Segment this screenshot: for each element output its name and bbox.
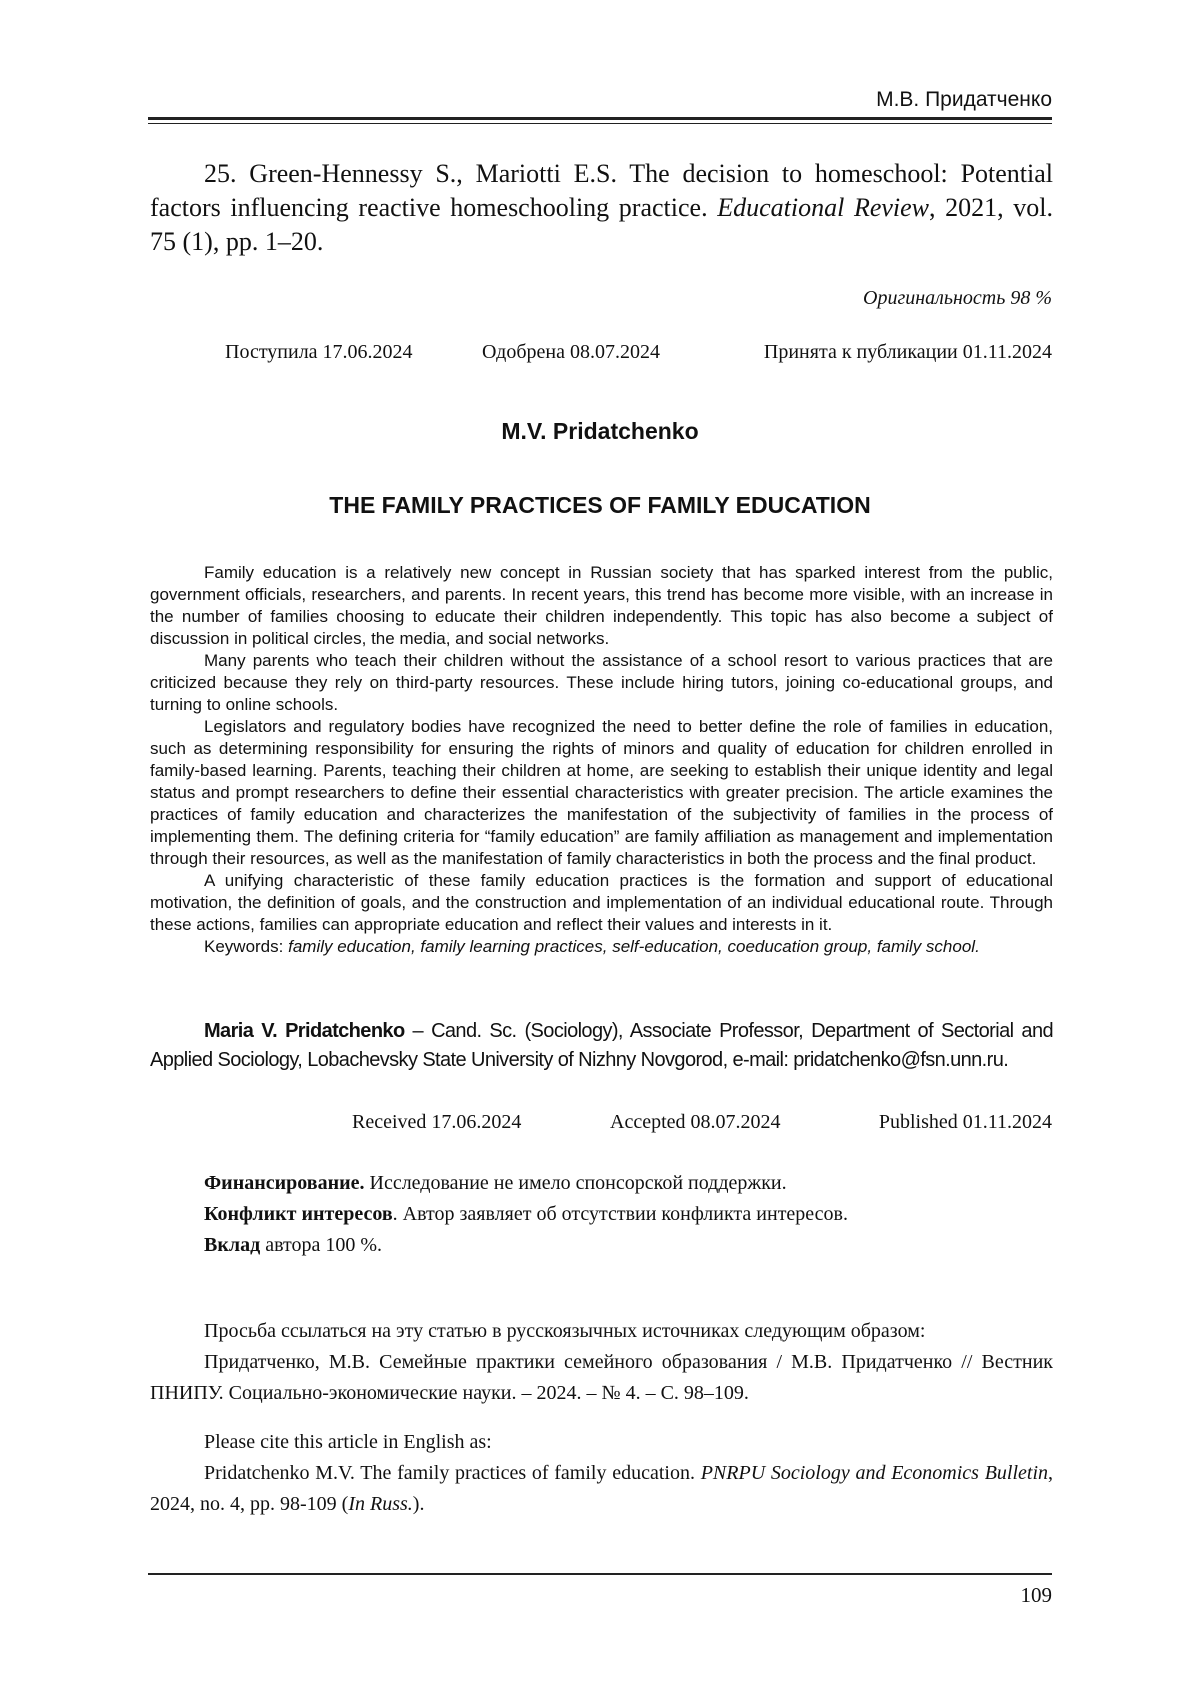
keywords	[150, 936, 1053, 958]
conflict-text: . Автор заявляет об отсутствии конфликта интересов.	[392, 1203, 849, 1225]
reference-text: Green-Hennessy S., Mariotti E.S. The decision to homeschool: Potential factors influencing reactive homeschooling practice.	[150, 159, 1054, 222]
citation-en-language: In Russ.	[348, 1493, 413, 1515]
reference-journal: Educational Review	[717, 193, 930, 222]
funding-line	[204, 1168, 1064, 1199]
citation-en-lead: Pridatchenko M.V. The family practices of family education.	[204, 1462, 695, 1484]
contribution-label: Вклад	[204, 1234, 261, 1256]
author-name: M.V. Pridatchenko	[501, 418, 699, 444]
date-published-en: Published 01.11.2024	[878, 1111, 1052, 1133]
funding-label: Финансирование.	[204, 1172, 365, 1194]
citation-en-details: , 2024, no. 4, pp. 98-109 (	[150, 1462, 1054, 1515]
citation-ru-text: Придатченко, М.В. Семейные практики семейного образования / М.В. Придатченко // Вестник ПНИПУ. Социально-экономические науки. – 2024. – № 4. – С. 98–109.	[150, 1351, 1053, 1404]
bio-name: Maria V. Pridatchenko	[204, 1020, 405, 1042]
date-received-ru: Поступила 17.06.2024	[225, 341, 413, 363]
bio-text: – Cand. Sc. (Sociology), Associate Professor, Department of Sectorial and Applied Sociology, Lobachevsky State University of Nizhny Novgorod, e-mail: pridatchenko@fsn.unn.ru.	[150, 1020, 1053, 1071]
date-accepted-ru: Принята к публикации 01.11.2024	[763, 341, 1052, 363]
date-accepted-en: Accepted 08.07.2024	[610, 1111, 781, 1133]
originality-note: Оригинальность 98 %	[863, 287, 1052, 309]
reference-25	[150, 157, 1053, 259]
footer-rule	[148, 1573, 1052, 1575]
citation-en-journal: PNRPU Sociology and Economics Bulletin	[700, 1462, 1049, 1484]
contribution-line	[204, 1230, 1064, 1261]
citation-russian	[150, 1316, 1053, 1409]
citation-english	[150, 1427, 1053, 1520]
contribution-text: автора 100 %.	[260, 1234, 383, 1256]
page-number: 109	[1020, 1583, 1052, 1607]
citation-en-end: ).	[412, 1493, 425, 1515]
article-title: THE FAMILY PRACTICES OF FAMILY EDUCATION	[329, 492, 871, 518]
header-rule	[148, 117, 1052, 124]
abstract-paragraph-3: Legislators and regulatory bodies have recognized the need to better define the role of families in education, such as determining responsibility for ensuring the rights of minors and quality of education for children enrolled in family-based learning. Parents, teaching their children at home, are seeking to establish their unique identity and legal status and prompt researchers to define their essential characteristics with greater precision. The article examines the practices of family education and characterizes the manifestation of the subjectivity of families in the process of implementing them. The defining criteria for “family education” are family affiliation as management and implementation through their resources, as well as the manifestation of family characteristics in both the process and the final product.	[150, 717, 1053, 868]
running-head: М.В. Придатченко	[876, 88, 1052, 111]
date-received-en: Received 17.06.2024	[352, 1111, 522, 1133]
abstract-paragraph-2: Many parents who teach their children without the assistance of a school resort to various practices that are criticized because they rely on third-party resources. These include hiring tutors, joining co-educational groups, and turning to online schools.	[150, 651, 1053, 714]
reference-number: 25.	[204, 159, 237, 188]
article-info	[204, 1168, 1064, 1261]
conflict-label: Конфликт интересов	[204, 1203, 393, 1225]
citation-ru-intro: Просьба ссылаться на эту статью в русскоязычных источниках следующим образом:	[204, 1320, 926, 1342]
abstract	[150, 562, 1053, 958]
author-bio	[150, 1017, 1053, 1075]
conflict-line	[204, 1199, 1064, 1230]
citation-en-text	[150, 1458, 1053, 1520]
funding-text: Исследование не имело спонсорской поддержки.	[364, 1172, 787, 1194]
abstract-paragraph-4: A unifying characteristic of these family education practices is the formation and support of educational motivation, the definition of goals, and the construction and implementation of an individual educational route. Through these actions, families can appropriate education and reflect their values and interests in it.	[150, 871, 1053, 934]
keywords-label: Keywords:	[204, 937, 284, 956]
reference-details: , 2021, vol. 75 (1), pp. 1–20.	[150, 193, 1053, 256]
date-approved-ru: Одобрена 08.07.2024	[482, 341, 660, 363]
abstract-paragraph-1: Family education is a relatively new concept in Russian society that has sparked interest from the public, government officials, researchers, and parents. In recent years, this trend has become more visible, with an increase in the number of families choosing to educate their children independently. This topic has also become a subject of discussion in political circles, the media, and social networks.	[150, 563, 1053, 648]
citation-en-intro: Please cite this article in English as:	[204, 1431, 492, 1453]
keywords-list: family education, family learning practices, self-education, coeducation group, family school.	[288, 937, 980, 956]
